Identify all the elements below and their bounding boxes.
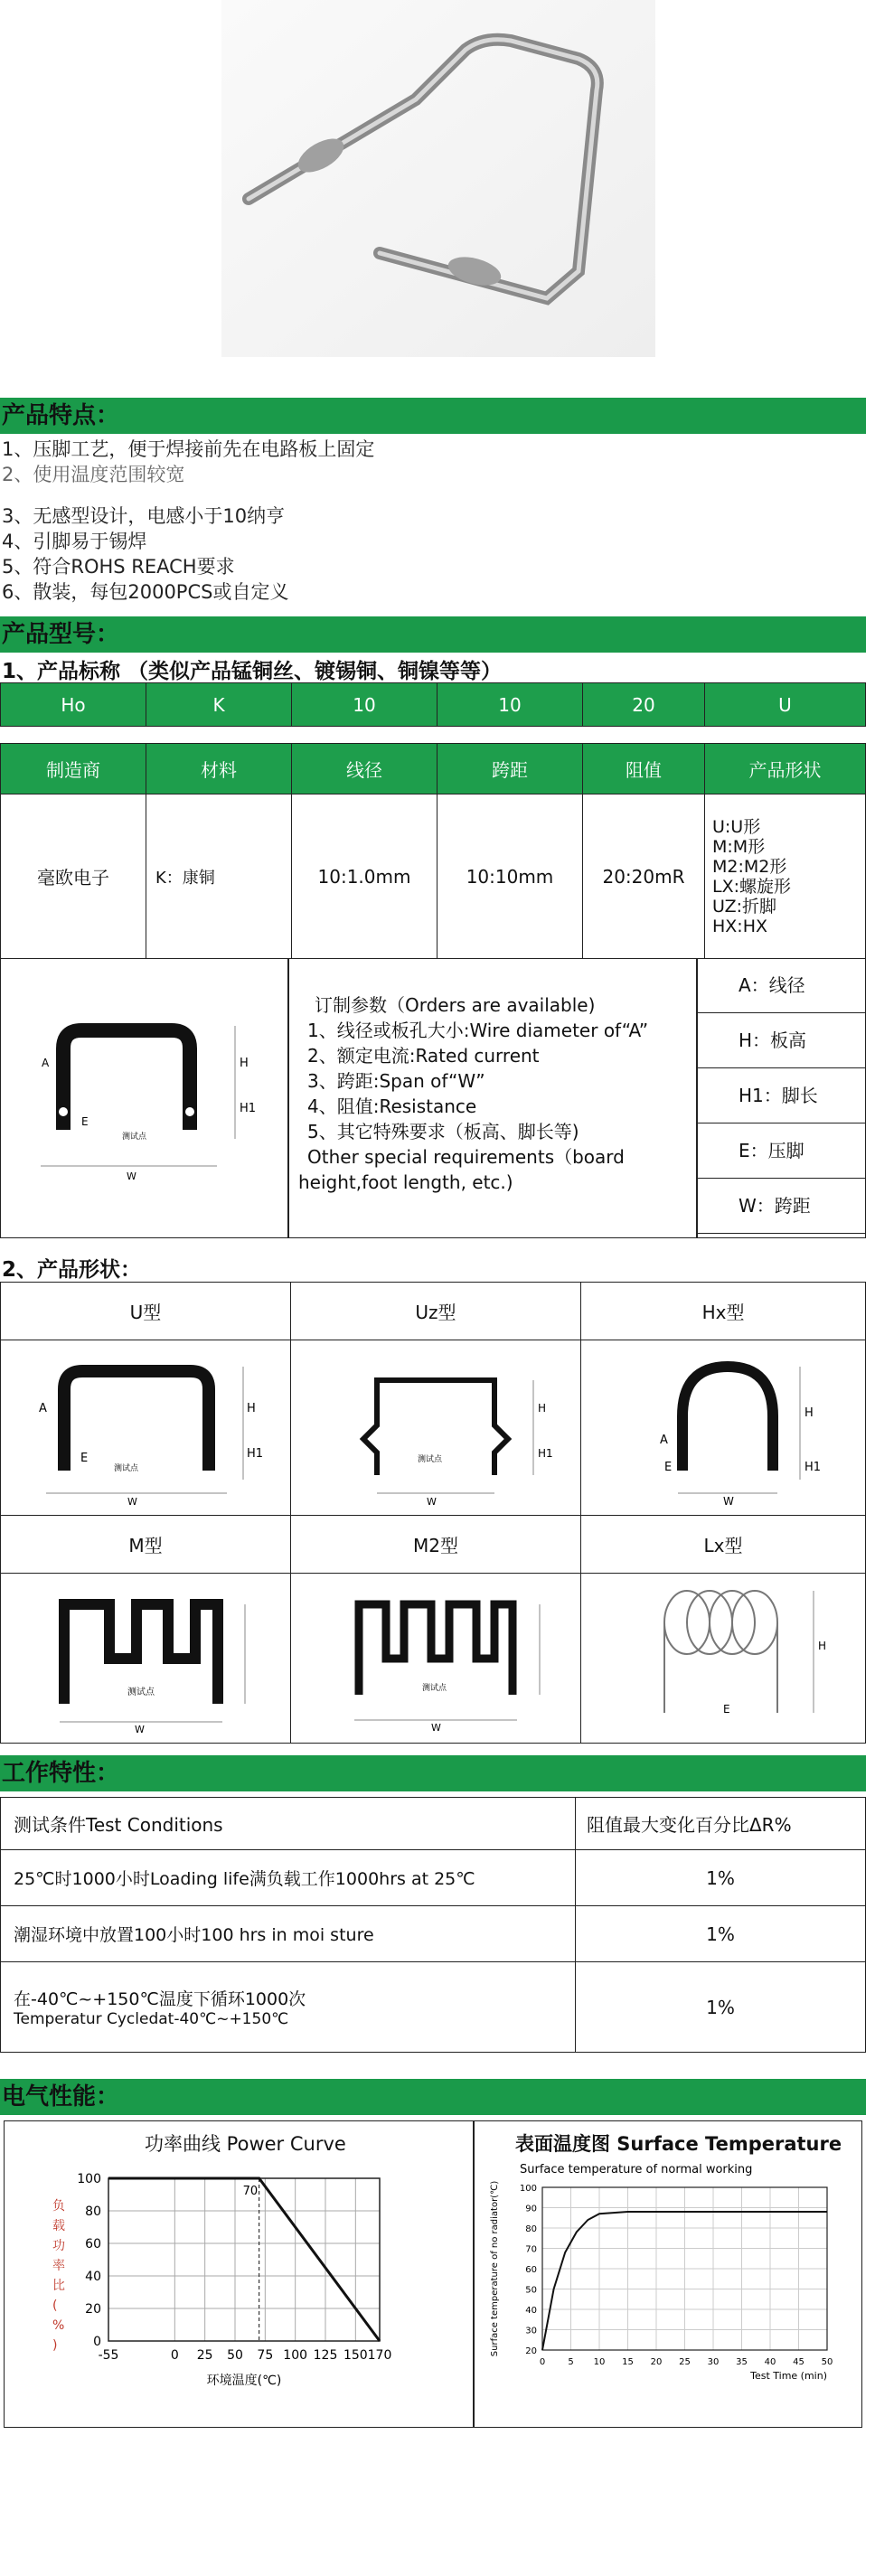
plot-frame [108, 2178, 380, 2341]
header-cell: 线径 [292, 744, 438, 794]
model-code-table [0, 682, 866, 727]
label-h: H [818, 1639, 827, 1652]
x-tick-label: 50 [227, 2348, 243, 2363]
label-e: E [80, 1452, 89, 1465]
model-subtitle: 1、产品标称 （类似产品锰铜丝、镀锡铜、铜镍等等） [2, 660, 503, 683]
header-cell: 产品形状 [705, 744, 866, 794]
y-axis-label: 载 [52, 2219, 65, 2233]
surface-temp-title: 表面温度图 Surface Temperature [515, 2133, 842, 2155]
shapes-subtitle: 2、产品形状： [2, 1258, 142, 1282]
x-tick-label: 25 [196, 2348, 213, 2363]
feature-item: 2、使用温度范围较宽 [2, 464, 185, 485]
y-axis-label: ) [52, 2338, 58, 2353]
work-condition-line: Temperatur Cycledat-40℃~+150℃ [14, 2010, 289, 2028]
x-tick-label: -55 [98, 2348, 119, 2363]
shapes-table [0, 1282, 866, 1744]
y-tick-label: 20 [525, 2346, 537, 2356]
label-w: W [135, 1723, 145, 1735]
shape-lx-cell [581, 1574, 866, 1744]
label-h: H [804, 1406, 814, 1420]
order-item: 2、额定电流:Rated current [307, 1045, 540, 1067]
y-tick-label: 90 [525, 2204, 537, 2214]
y-tick-label: 100 [77, 2172, 101, 2186]
label-h1: H1 [804, 1461, 822, 1474]
work-table [0, 1797, 866, 2053]
x-tick-label: 15 [622, 2357, 634, 2367]
shape-name: Hx型 [581, 1283, 866, 1340]
label-h1: H1 [538, 1447, 553, 1460]
label-w: W [427, 1496, 437, 1507]
label-h1: H1 [247, 1447, 264, 1461]
x-tick-label: 5 [568, 2357, 574, 2367]
y-axis-label: 率 [52, 2259, 65, 2273]
x-tick-label: 170 [367, 2348, 392, 2363]
y-axis-label: % [52, 2318, 65, 2333]
shape-m2-drawing [300, 1577, 571, 1735]
code-cell: Ho [1, 683, 146, 727]
code-cell: 20 [583, 683, 705, 727]
order-title: 订制参数（Orders are available) [315, 994, 596, 1016]
y-axis-label: 比 [52, 2279, 65, 2293]
annotation-label: 70 [242, 2185, 259, 2198]
feature-item: 6、散装，每包2000PCS或自定义 [2, 581, 289, 603]
x-tick-label: 20 [650, 2357, 663, 2367]
value-cell: 毫欧电子 [1, 794, 146, 959]
work-header: 工作特性： [0, 1755, 866, 1791]
param-label: H1：脚长 [698, 1068, 866, 1123]
shape-m-cell [1, 1574, 291, 1744]
x-tick-label: 125 [313, 2348, 338, 2363]
feature-item: 5、符合ROHS REACH要求 [2, 556, 235, 578]
features-header: 产品特点： [0, 398, 866, 434]
shape-hx-drawing [588, 1344, 859, 1507]
shape-hx-cell [581, 1340, 866, 1516]
shape-name: U型 [1, 1283, 291, 1340]
x-tick-label: 30 [707, 2357, 720, 2367]
shape-code: M:M形 [712, 836, 766, 857]
x-axis-label: Test Time (min) [750, 2370, 827, 2382]
x-tick-label: 10 [593, 2357, 606, 2367]
y-tick-label: 50 [525, 2285, 537, 2296]
label-e: E [664, 1461, 673, 1474]
y-tick-label: 40 [85, 2270, 101, 2284]
model-header: 产品型号： [0, 616, 866, 653]
shape-name: M2型 [291, 1516, 581, 1574]
shape-code: LX:螺旋形 [712, 876, 792, 897]
param-label: H：板高 [698, 1013, 866, 1068]
x-axis-label: 环境温度(℃) [206, 2374, 282, 2388]
y-tick-label: 70 [525, 2244, 537, 2255]
param-label: E：压脚 [698, 1123, 866, 1179]
order-item: 3、跨距:Span of“W” [307, 1070, 485, 1092]
power-curve-title: 功率曲线 Power Curve [145, 2133, 346, 2155]
label-w: W [431, 1721, 441, 1734]
y-axis-label: Surface temperature of no radiator(℃) [490, 2180, 500, 2357]
shape-code: M2:M2形 [712, 856, 787, 877]
work-col-header: 测试条件Test Conditions [1, 1798, 576, 1850]
label-w: W [127, 1496, 137, 1507]
y-tick-label: 40 [525, 2306, 537, 2316]
order-item: 5、其它特殊要求（板高、脚长等) [307, 1121, 579, 1142]
label-e: E [81, 1115, 89, 1128]
u-shape-diagram [36, 1012, 280, 1193]
work-value: 1% [576, 1906, 866, 1962]
feature-item: 3、无感型设计，电感小于10纳亨 [2, 505, 286, 527]
shape-name: M型 [1, 1516, 291, 1574]
y-tick-label: 0 [93, 2335, 101, 2349]
work-condition-line: 在-40℃~+150℃温度下循环1000次 [14, 1989, 306, 2009]
x-tick-label: 25 [679, 2357, 691, 2367]
shape-code: HX:HX [712, 916, 768, 936]
work-condition: 25℃时1000小时Loading life满负载工作1000hrs at 25℃ [1, 1850, 576, 1906]
y-axis-label: 负 [52, 2199, 65, 2214]
label-test-point: 测试点 [122, 1133, 147, 1142]
shape-u-drawing [10, 1344, 281, 1507]
param-label: W：跨距 [698, 1179, 866, 1234]
value-cell: 10:10mm [438, 794, 583, 959]
label-test-point: 测试点 [418, 1455, 443, 1464]
label-test-point: 测试点 [114, 1464, 139, 1473]
value-cell: 20:20mR [583, 794, 705, 959]
shape-code: U:U形 [712, 816, 761, 837]
header-cell: 阻值 [583, 744, 705, 794]
order-item: 4、阻值:Resistance [307, 1095, 477, 1117]
y-tick-label: 20 [85, 2302, 101, 2317]
param-label: A：线径 [698, 958, 866, 1013]
product-photo [221, 0, 655, 357]
x-tick-label: 50 [821, 2357, 833, 2367]
label-h: H [240, 1057, 249, 1070]
feature-item: 4、引脚易于锡焊 [2, 531, 147, 552]
shapes-list-cell [705, 794, 866, 959]
order-item: 1、线径或板孔大小:Wire diameter of“A” [307, 1020, 649, 1041]
chart-title: Surface temperature of normal working [520, 2163, 753, 2176]
label-test-point: 测试点 [127, 1687, 155, 1697]
work-condition [1, 1962, 576, 2053]
y-tick-label: 30 [525, 2326, 537, 2336]
y-tick-label: 100 [519, 2184, 537, 2194]
x-tick-label: 150 [343, 2348, 368, 2363]
y-tick-label: 80 [525, 2224, 537, 2234]
order-params-text [298, 992, 648, 1195]
header-cell: 制造商 [1, 744, 146, 794]
work-value: 1% [576, 1962, 866, 2053]
shape-m-drawing [10, 1577, 281, 1735]
label-a: A [39, 1402, 47, 1415]
model-detail-table [0, 743, 866, 959]
value-cell: K：康铜 [146, 794, 292, 959]
shape-lx-drawing [588, 1577, 859, 1735]
x-tick-label: 75 [257, 2348, 274, 2363]
order-item: Other special requirements（board [307, 1146, 625, 1168]
divider [287, 958, 289, 1238]
power-curve-line [108, 2178, 380, 2341]
label-a: A [660, 1434, 668, 1447]
shape-name: Uz型 [291, 1283, 581, 1340]
order-item: height,foot length, etc.) [298, 1171, 513, 1193]
x-tick-label: 45 [793, 2357, 804, 2367]
value-cell: 10:1.0mm [292, 794, 438, 959]
label-w: W [723, 1495, 734, 1507]
electrical-header: 电气性能： [0, 2079, 866, 2115]
divider [473, 2120, 475, 2428]
label-test-point: 测试点 [422, 1683, 447, 1693]
y-axis-label: ( [52, 2299, 58, 2313]
work-col-header: 阻值最大变化百分比ΔR% [576, 1798, 866, 1850]
x-tick-label: 0 [539, 2357, 546, 2367]
y-tick-label: 80 [85, 2205, 101, 2219]
y-tick-label: 60 [525, 2265, 537, 2275]
x-tick-label: 0 [170, 2348, 179, 2363]
x-tick-label: 35 [736, 2357, 748, 2367]
code-cell: 10 [438, 683, 583, 727]
y-axis-label: 功 [52, 2239, 65, 2253]
param-labels [698, 958, 866, 1234]
shape-uz-drawing [300, 1344, 571, 1507]
y-tick-label: 60 [85, 2237, 101, 2252]
label-h1: H1 [240, 1102, 257, 1115]
label-e: E [723, 1702, 730, 1716]
code-cell: K [146, 683, 292, 727]
power-curve-chart [36, 2160, 434, 2422]
code-cell: U [705, 683, 866, 727]
work-value: 1% [576, 1850, 866, 1906]
x-tick-label: 40 [764, 2357, 776, 2367]
code-cell: 10 [292, 683, 438, 727]
surface-temp-chart [479, 2160, 859, 2422]
shape-uz-cell [291, 1340, 581, 1516]
shape-m2-cell [291, 1574, 581, 1744]
label-a: A [42, 1057, 50, 1069]
shape-name: Lx型 [581, 1516, 866, 1574]
shape-u-cell [1, 1340, 291, 1516]
header-cell: 材料 [146, 744, 292, 794]
label-h: H [247, 1402, 256, 1415]
label-w: W [127, 1170, 136, 1182]
feature-item: 1、压脚工艺，便于焊接前先在电路板上固定 [2, 438, 375, 460]
shape-code: UZ:折脚 [712, 896, 776, 917]
label-h: H [538, 1402, 547, 1415]
x-tick-label: 100 [283, 2348, 308, 2363]
header-cell: 跨距 [438, 744, 583, 794]
work-condition: 潮湿环境中放置100小时100 hrs in moi sture [1, 1906, 576, 1962]
